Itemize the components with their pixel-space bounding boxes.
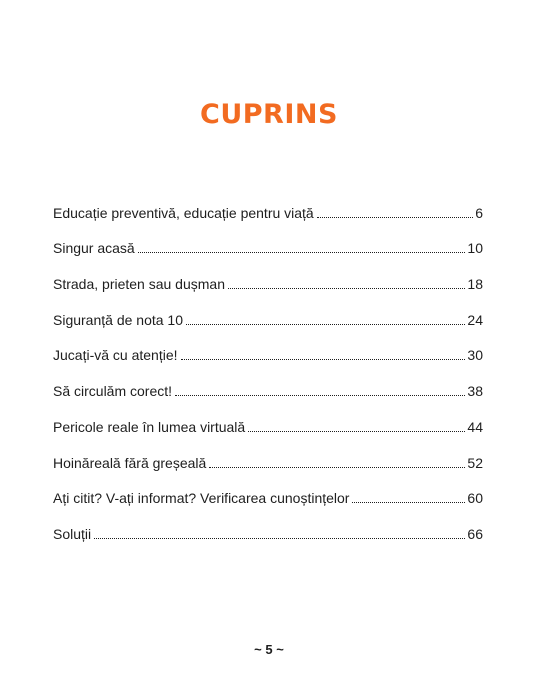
toc-entry[interactable] (53, 186, 483, 222)
toc-entry-page: 24 (467, 311, 483, 328)
toc-entry[interactable] (53, 222, 483, 258)
toc-entry-label: Strada, prieten sau dușman (53, 276, 225, 293)
toc-entry[interactable] (53, 472, 483, 508)
dot-leader (175, 395, 465, 396)
toc-entry-label: Pericole reale în lumea virtuală (53, 418, 246, 435)
toc-entry-page: 30 (467, 347, 483, 364)
toc-entry-page: 60 (467, 490, 483, 507)
toc-entry-label: Singur acasă (53, 240, 135, 257)
dot-leader (186, 324, 465, 325)
dot-leader (94, 538, 465, 539)
dot-leader (248, 431, 465, 432)
dot-leader (228, 288, 465, 289)
toc-entry-page: 10 (467, 240, 483, 257)
table-of-contents (53, 186, 483, 543)
toc-entry-page: 18 (467, 276, 483, 293)
dot-leader (181, 359, 466, 360)
toc-entry-label: Ați citit? V-ați informat? Verificarea cunoștințelor (53, 490, 350, 507)
toc-entry-label: Soluții (53, 525, 92, 542)
page-title: CUPRINS (200, 99, 338, 130)
toc-entry[interactable] (53, 436, 483, 472)
dot-leader (209, 467, 465, 468)
toc-entry[interactable] (53, 329, 483, 365)
toc-entry-page: 52 (467, 454, 483, 471)
toc-entry[interactable] (53, 507, 483, 543)
toc-entry-page: 44 (467, 418, 483, 435)
toc-entry-label: Să circulăm corect! (53, 383, 173, 400)
toc-entry-label: Jucați-vă cu atenție! (53, 347, 178, 364)
dot-leader (138, 252, 466, 253)
toc-entry-label: Hoinăreală fără greșeală (53, 454, 207, 471)
page-number: ~ 5 ~ (254, 642, 284, 657)
toc-entry-page: 66 (467, 525, 483, 542)
toc-entry[interactable] (53, 364, 483, 400)
toc-entry[interactable] (53, 400, 483, 436)
toc-entry-page: 38 (467, 383, 483, 400)
toc-entry[interactable] (53, 257, 483, 293)
toc-entry-label: Siguranță de nota 10 (53, 311, 183, 328)
toc-entry-label: Educație preventivă, educație pentru viață (53, 204, 314, 221)
toc-entry-page: 6 (475, 204, 483, 221)
dot-leader (352, 502, 465, 503)
toc-entry[interactable] (53, 293, 483, 329)
dot-leader (317, 217, 473, 218)
